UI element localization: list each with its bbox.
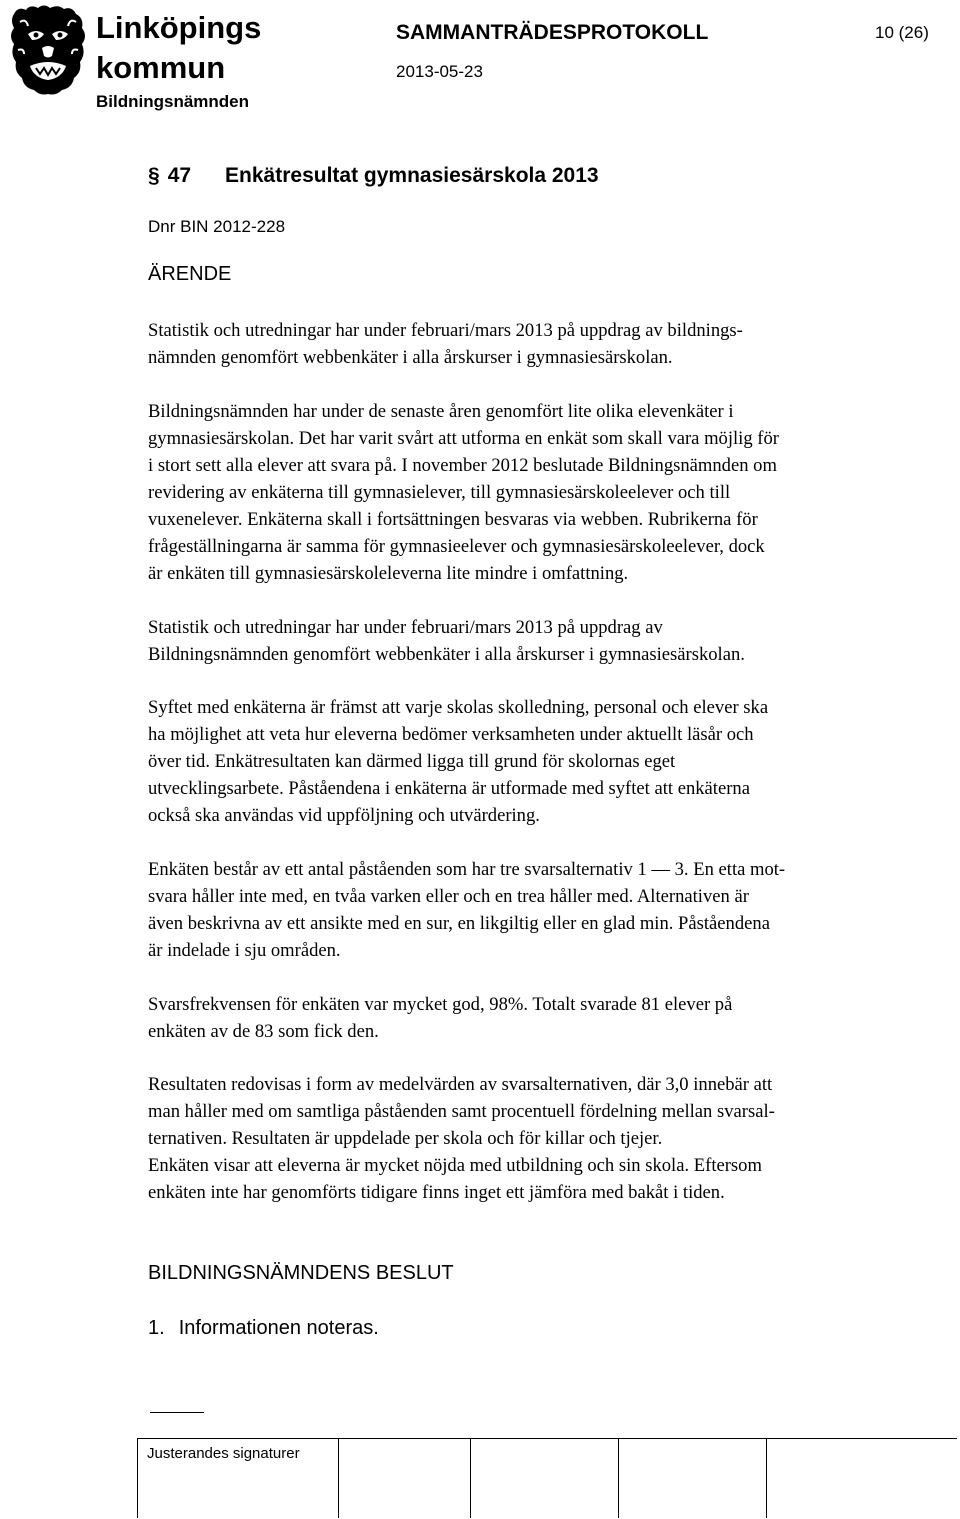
org-name-line2: kommun — [96, 50, 226, 85]
diary-number: Dnr BIN 2012-228 — [148, 217, 286, 236]
paragraph-line: Enkäten består av ett antal påståenden som har tre svarsalternativ 1 — 3. En etta mot- — [148, 859, 786, 880]
end-rule — [150, 1412, 204, 1413]
paragraph-line: vuxenelever. Enkäterna skall i fortsättningen besvaras via webben. Rubrikerna för — [148, 509, 758, 530]
section-symbol: § — [148, 164, 160, 187]
paragraph-line: gymnasiesärskolan. Det har varit svårt att utforma en enkät som skall vara möjlig för — [148, 428, 779, 449]
paragraph-line: nämnden genomfört webbenkäter i alla årskurser i gymnasiesärskolan. — [148, 347, 673, 368]
paragraph-6 — [148, 991, 948, 1045]
org-name-line1: Linköpings — [96, 10, 262, 45]
decision-item-text: Informationen noteras. — [178, 1317, 379, 1339]
paragraph-line: över tid. Enkätresultaten kan därmed ligga till grund för skolornas eget — [148, 751, 676, 772]
decision-item-number: 1. — [148, 1317, 165, 1339]
signature-cell-divider — [766, 1438, 767, 1518]
paragraph-line: är indelade i sju områden. — [148, 940, 341, 961]
section-heading — [148, 165, 599, 186]
paragraph-line: Svarsfrekvensen för enkäten var mycket god, 98%. Totalt svarade 81 elever på — [148, 994, 733, 1015]
linkoping-lion-logo-icon — [6, 4, 90, 96]
paragraph-line: Bildningsnämnden genomfört webbenkäter i alla årskurser i gymnasiesärskolan. — [148, 644, 745, 665]
section-title: Enkätresultat gymnasiesärskola 2013 — [225, 164, 599, 187]
paragraph-line: även beskrivna av ett ansikte med en sur, en likgiltig eller en glad min. Påståendena — [148, 913, 770, 934]
paragraph-5 — [148, 856, 948, 964]
paragraph-line: ternativen. Resultaten är uppdelade per skola och för killar och tjejer. — [148, 1128, 663, 1149]
paragraph-line: är enkäten till gymnasiesärskoleleverna lite mindre i omfattning. — [148, 563, 629, 584]
paragraph-line: Syftet med enkäterna är främst att varje skolas skolledning, personal och elever ska — [148, 697, 769, 718]
paragraph-7 — [148, 1071, 948, 1206]
section-number: 47 — [167, 164, 192, 187]
page-number: 10 (26) — [875, 23, 929, 42]
paragraph-1 — [148, 317, 948, 371]
paragraph-4 — [148, 694, 948, 829]
paragraph-2 — [148, 398, 948, 587]
paragraph-line: ha möjlighet att veta hur eleverna bedömer verksamheten under aktuellt läsår och — [148, 724, 754, 745]
signature-cell-divider — [137, 1438, 138, 1518]
decision-heading: BILDNINGSNÄMNDENS BESLUT — [148, 1262, 454, 1284]
decision-item — [148, 1318, 379, 1338]
signature-cell-divider — [338, 1438, 339, 1518]
arende-heading: ÄRENDE — [148, 263, 232, 285]
paragraph-line: svara håller inte med, en tvåa varken eller och en trea håller med. Alternativen är — [148, 886, 749, 907]
paragraph-line: Resultaten redovisas i form av medelvärden av svarsalternativen, där 3,0 innebär att — [148, 1074, 773, 1095]
paragraph-line: enkäten inte har genomförts tidigare finns inget ett jämföra med bakåt i tiden. — [148, 1182, 725, 1203]
signature-label: Justerandes signaturer — [147, 1445, 300, 1462]
paragraph-line: i stort sett alla elever att svara på. I november 2012 beslutade Bildningsnämnden om — [148, 455, 777, 476]
paragraph-line: man håller med om samtliga påståenden samt procentuell fördelning mellan svarsal- — [148, 1101, 775, 1122]
paragraph-line: enkäten av de 83 som fick den. — [148, 1021, 379, 1042]
document-type: SAMMANTRÄDESPROTOKOLL — [396, 21, 709, 44]
paragraph-line: Enkäten visar att eleverna är mycket nöjda med utbildning och sin skola. Eftersom — [148, 1155, 762, 1176]
signature-cell-divider — [470, 1438, 471, 1518]
paragraph-line: frågeställningarna är samma för gymnasieelever och gymnasiesärskoleelever, dock — [148, 536, 765, 557]
signature-cell-divider — [618, 1438, 619, 1518]
paragraph-line: utvecklingsarbete. Påståendena i enkäterna är utformade med syftet att enkäterna — [148, 778, 750, 799]
org-unit: Bildningsnämnden — [96, 92, 249, 111]
paragraph-line: Bildningsnämnden har under de senaste åren genomfört lite olika elevenkäter i — [148, 401, 734, 422]
paragraph-line: också ska användas vid uppföljning och utvärdering. — [148, 805, 540, 826]
paragraph-3 — [148, 614, 948, 668]
paragraph-line: Statistik och utredningar har under februari/mars 2013 på uppdrag av — [148, 617, 663, 638]
paragraph-line: revidering av enkäterna till gymnasielever, till gymnasiesärskoleelever och till — [148, 482, 731, 503]
paragraph-line: Statistik och utredningar har under februari/mars 2013 på uppdrag av bildnings- — [148, 320, 743, 341]
document-date: 2013-05-23 — [396, 62, 483, 81]
